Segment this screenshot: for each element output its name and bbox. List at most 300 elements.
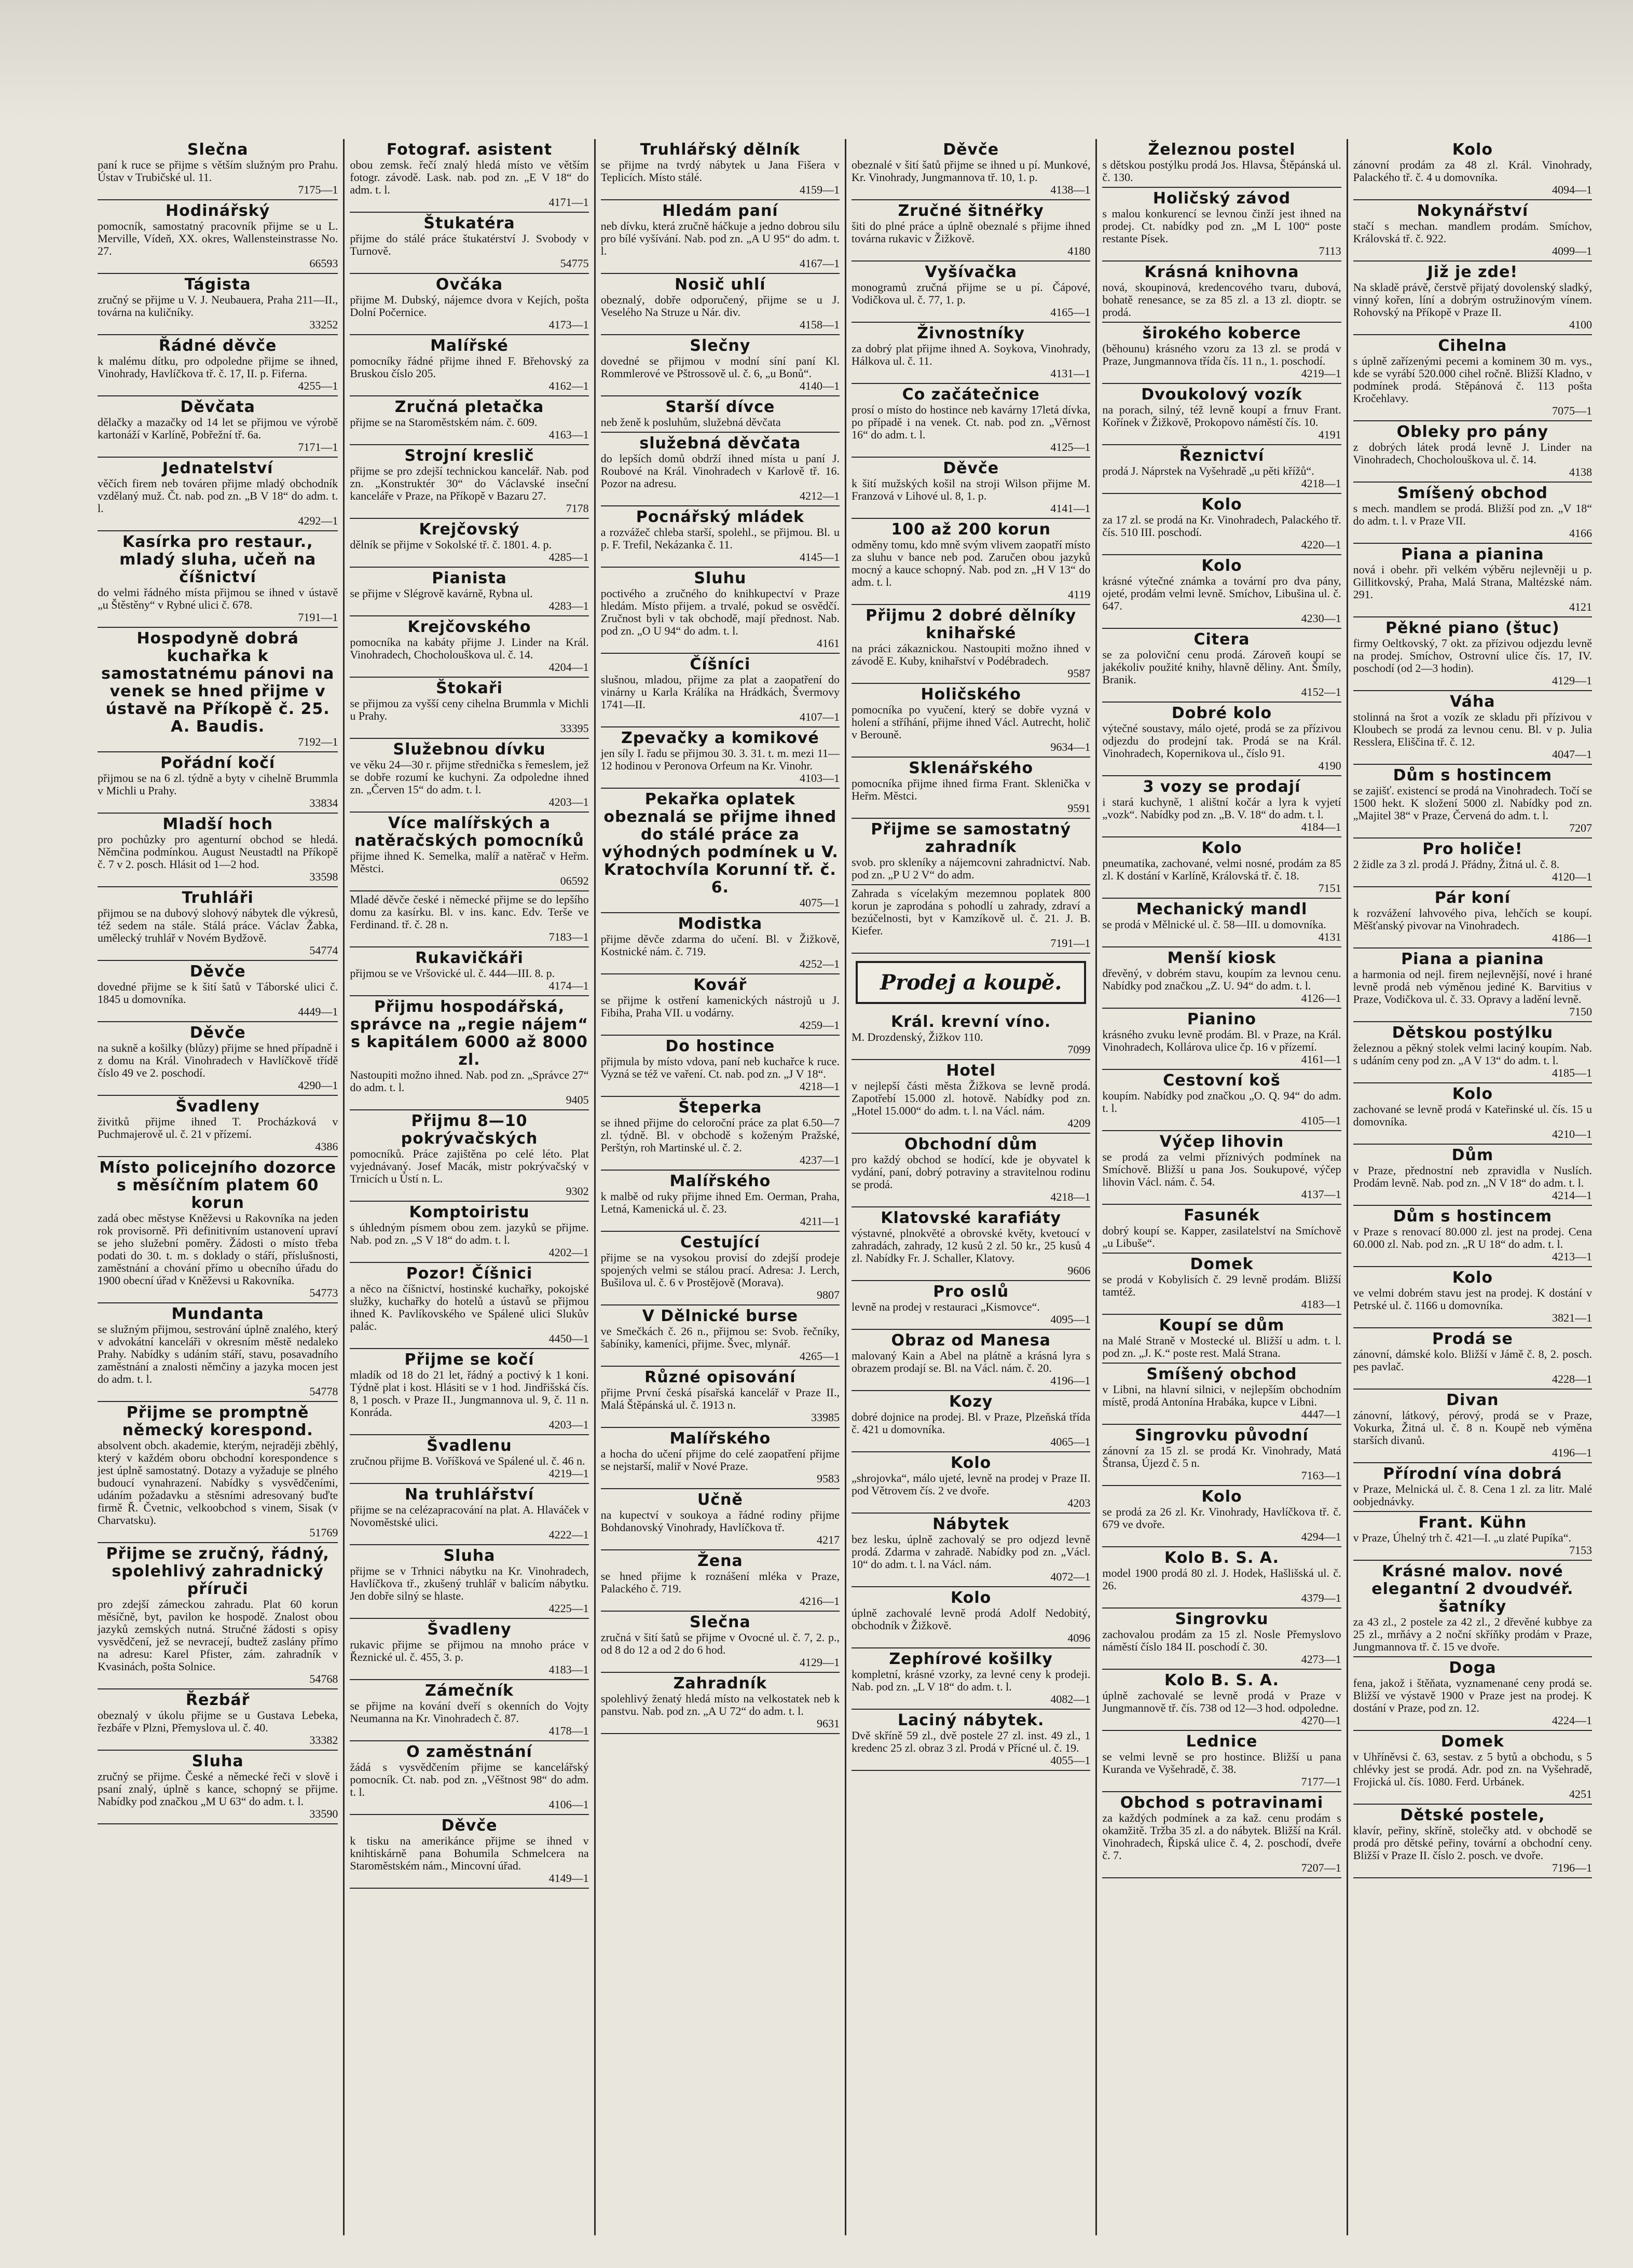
classified-ad <box>1102 139 1341 188</box>
ad-title: Mundanta <box>171 1305 264 1323</box>
classified-ad <box>601 654 840 727</box>
ad-body: v Praze, Úhelný trh č. 421—I. „u zlaté Pupíka“. <box>1353 1531 1571 1544</box>
classified-ad <box>1353 1731 1592 1805</box>
ad-reference-number: 4171—1 <box>548 196 589 209</box>
ad-title: Kozy <box>949 1393 993 1411</box>
classified-ad <box>601 568 840 654</box>
ad-title: Hodinářský <box>166 202 270 220</box>
ad-title: Zephírové košilky <box>889 1650 1053 1668</box>
classified-ad <box>852 1207 1090 1281</box>
classified-ad <box>350 1619 588 1680</box>
ad-body: neb dívku, která zručně háčkuje a jedno dobrou silu pro bílé vyšívání. Nab. pod zn. „A U 95“ do adm. t. l. <box>600 219 840 257</box>
ad-body: zručnou přijme B. Voříšková ve Spálené ul. č. 46 n. <box>350 1454 585 1467</box>
classified-ad <box>601 1036 840 1097</box>
ad-body: zánovní, dámské kolo. Bližší v Jámě č. 8, 2. posch. pes pavlač. <box>1353 1348 1592 1373</box>
classified-ad <box>350 274 588 335</box>
ad-body: na práci zákaznickou. Nastoupiti možno ihned v závodě E. Kuby, knihařství v Podébradech. <box>852 642 1091 667</box>
classified-ad <box>601 1232 840 1305</box>
ad-reference-number: 4149—1 <box>548 1872 589 1885</box>
ad-reference-number: 4096 <box>1067 1631 1091 1644</box>
ad-reference-number: 4203—1 <box>548 1418 589 1431</box>
ad-title: Holičského <box>921 685 1021 704</box>
ad-body: s malou konkurencí se levnou činží jest ihned na prodej. Ct. nabídky pod zn. „M L 100“ poste restante Písek. <box>1102 207 1341 245</box>
ad-reference-number: 7175—1 <box>298 183 338 196</box>
ad-title: Na truhlářství <box>404 1486 534 1504</box>
ad-body: stolinná na šrot a vozík ze skladu při přízivou v Kloubech se prodá za levnou cenu. Bl. v p. Julia Resslera, Eliščina tř. č. 12. <box>1353 710 1592 748</box>
classified-ad <box>601 274 840 335</box>
ad-title: Ovčáka <box>435 276 503 294</box>
ad-reference-number: 4386 <box>315 1140 338 1153</box>
ad-reference-number: 4126—1 <box>1301 992 1341 1005</box>
classified-ad <box>852 1281 1090 1330</box>
ad-reference-number: 7183—1 <box>548 930 589 943</box>
ad-body: se ihned přijme do celoroční práce za plat 6.50—7 zl. týdně. Bl. v obchodě s koženým Pražské, Perštýn, roh Martinské ul. č. 2. <box>600 1116 840 1154</box>
ad-body: přijmou se na 6 zl. týdně a byty v cihelně Brummla v Michli u Prahy. <box>98 772 338 797</box>
ad-body: s dětskou postýlku prodá Jos. Hlavsa, Štěpánská ul. č. 130. <box>1102 158 1341 184</box>
ad-title: Sluha <box>191 1752 244 1770</box>
classified-ad <box>852 1710 1090 1771</box>
ad-body: fena, jakož i štěňata, vyznamenané ceny prodá se. Bližší ve výstavě 1900 v Praze jest na prodej. K dostání v Praze, pod zn. 12. <box>1353 1676 1592 1714</box>
ad-reference-number: 4094—1 <box>1552 183 1592 196</box>
ad-body: šiti do plné práce a úplně obeznalé s přijme ihned továrna rukavic v Žižkově. <box>852 219 1091 245</box>
ad-title: Zpevačky a komikové <box>621 729 819 747</box>
classified-ad <box>98 200 338 274</box>
classified-ad <box>98 458 338 531</box>
ad-body: M. Drozdenský, Žižkov 110. <box>852 1030 983 1043</box>
ad-reference-number: 4131—1 <box>1050 367 1091 380</box>
ad-reference-number: 4174—1 <box>548 979 589 992</box>
ad-title: Služebnou dívku <box>393 740 546 759</box>
classified-ad <box>1353 1512 1592 1561</box>
ad-title: Slečna <box>690 1613 751 1631</box>
classified-ad <box>1102 494 1341 555</box>
ad-body: i stará kuchyně, 1 alištní kočár a lyra k vyjetí „vozk“. Nabídky pod zn. „B. V. 18“ do adm. t. l. <box>1102 795 1341 821</box>
ad-reference-number: 4230—1 <box>1301 612 1341 625</box>
classified-ad <box>1102 1009 1341 1070</box>
ad-body: na sukně a košilky (blůzy) přijme se hned případně i z domu na Král. Vinohradech v Havlíčkově třídě číslo 49 ve 2. poschodí. <box>98 1041 338 1079</box>
ad-reference-number: 4158—1 <box>800 318 840 331</box>
ad-title: Dům <box>1451 1146 1494 1164</box>
classified-ad <box>1353 421 1592 483</box>
ad-body: přijme První česká písařská kancelář v Praze II., Malá Štěpánská ul. č. 1913 n. <box>600 1386 840 1411</box>
ad-title: O zaměstnání <box>406 1743 532 1761</box>
classified-ad <box>1353 139 1592 200</box>
ad-title: Singrovku původní <box>1135 1426 1309 1445</box>
ad-body: na Malé Straně v Mostecké ul. Bližší u adm. t. l. pod zn. „J. K.“ poste rest. Malá Strana. <box>1102 1334 1341 1359</box>
ad-title: Nokynářství <box>1417 202 1529 220</box>
ad-title: Hospodyně dobrá kuchařka k samostatnému pánovi na venek se hned přijme v ústavě na Příkopě č. 25. A. Baudis. <box>101 629 335 736</box>
ad-reference-number: 4165—1 <box>1050 306 1091 319</box>
ad-reference-number: 4065—1 <box>1050 1435 1091 1448</box>
ad-reference-number: 4203—1 <box>548 795 589 808</box>
classified-ad <box>852 519 1090 605</box>
classified-ad <box>98 887 338 961</box>
ad-body: dovedné se přijmou v modní síní paní Kl. Rommlerové ve Pštrossově ul. č. 6, „u Bonů“. <box>600 354 840 380</box>
ad-title: Kovář <box>693 976 747 994</box>
ad-title: Slečny <box>690 337 751 355</box>
ad-title: Rukavičkáři <box>415 949 524 967</box>
ad-title: Šteperka <box>678 1098 762 1117</box>
classified-ad <box>1102 837 1341 899</box>
classified-ad <box>601 789 840 913</box>
classified-ad <box>350 396 588 445</box>
classified-ad <box>1102 1425 1341 1486</box>
ad-reference-number: 9631 <box>817 1717 840 1730</box>
ad-body: se zajišť. existencí se prodá na Vinohradech. Točí se 1500 hekt. K složení 5000 zl. Nabídky pod zn. „Majitel 38“ v Praze, Červená do adm. t. l. <box>1353 784 1592 822</box>
classified-ad <box>350 1110 588 1202</box>
ad-reference-number: 4119 <box>1068 588 1091 601</box>
classified-ad <box>1353 1390 1592 1463</box>
ad-title: Singrovku <box>1175 1610 1269 1628</box>
classified-ad <box>852 819 1090 885</box>
classified-ad <box>350 519 588 568</box>
ad-body: pomocníky řádné přijme ihned F. Břehovský za Bruskou číslo 205. <box>350 354 589 380</box>
classified-ad <box>98 628 338 752</box>
classified-ad <box>1353 1206 1592 1267</box>
ad-body: stačí s mechan. mandlem prodám. Smíchov, Královská tř. č. 922. <box>1353 219 1592 245</box>
classified-ad <box>1353 1805 1592 1878</box>
ad-reference-number: 4161 <box>817 637 840 650</box>
classified-ad <box>98 274 338 335</box>
ad-body: obeznalé v šití šatů přijme se ihned u pí. Munkové, Kr. Vinohrady, Jungmannova tř. 10, 1. p. <box>852 158 1091 184</box>
ad-reference-number: 33598 <box>309 870 338 883</box>
ad-body: v Libni, na hlavní silnici, v nejlepším obchodním místě, prodá Antonína Hrabáka, kupce v Libni. <box>1102 1383 1341 1408</box>
ad-reference-number: 4210—1 <box>1552 1128 1592 1140</box>
ad-body: obeznalý, dobře odporučený, přijme se u J. Veselého Na Struze u Nár. div. <box>600 293 840 319</box>
ad-title: Dětské postele, <box>1400 1806 1545 1824</box>
classified-ad <box>1353 617 1592 691</box>
classified-ad <box>1353 200 1592 262</box>
ad-reference-number: 4191 <box>1318 428 1341 441</box>
ad-reference-number: 4137—1 <box>1301 1188 1341 1201</box>
ad-reference-number: 33252 <box>309 318 338 331</box>
ad-body: přijme ihned K. Semelka, malíř a natěrač v Heřm. Městci. <box>350 849 589 875</box>
ad-reference-number: 9807 <box>817 1288 840 1301</box>
ad-reference-number: 4379—1 <box>1301 1591 1341 1604</box>
ad-reference-number: 33395 <box>560 722 589 735</box>
classified-ad <box>350 1349 588 1435</box>
ad-reference-number: 4185—1 <box>1552 1066 1592 1079</box>
ad-title: Malířského <box>669 1429 771 1448</box>
classified-ad <box>1102 384 1341 445</box>
classified-ad <box>98 1096 338 1157</box>
classified-ad <box>852 1391 1090 1452</box>
ad-body: přijme se na vysokou provisí do zdejší prodeje spojených velmi se stálou prací. Adresa: J. Lerch, Bušilova ul. č. 6 v Prostějově (Morava). <box>600 1251 840 1289</box>
classified-ad <box>1102 1547 1341 1609</box>
classified-ad <box>1102 1792 1341 1878</box>
ad-body: se přijmou za vyšší ceny cihelna Brummla v Michli u Prahy. <box>350 697 589 722</box>
ad-body: pomocníka přijme ihned firma Frant. Sklenička v Heřm. Městci. <box>852 777 1091 802</box>
ad-reference-number: 4294—1 <box>1301 1530 1341 1543</box>
ad-body: přijme do stálé práce štukatérství J. Svobody v Turnově. <box>350 232 589 257</box>
ad-reference-number: 4204—1 <box>548 661 589 673</box>
ad-title: Pianista <box>432 569 507 587</box>
ad-title: Nosič uhlí <box>675 276 766 294</box>
ad-body: zručný se přijme. České a německé řeči v slově i psaní znalý, úplně s kance, schopný se přijme. Nabídky pod značkou „M U 63“ do adm. t. l. <box>98 1770 338 1808</box>
classified-ad <box>1353 691 1592 765</box>
ad-body: svob. pro skleníky a nájemcovni zahradnictví. Nab. pod zn. „P U 2 V“ do adm. <box>852 856 1091 881</box>
ad-body: 2 židle za 3 zl. prodá J. Přádny, Žitná ul. č. 8. <box>1353 858 1560 871</box>
classified-ad <box>1102 1205 1341 1254</box>
ad-reference-number: 4125—1 <box>1050 441 1091 453</box>
ad-reference-number: 4449—1 <box>298 1005 338 1018</box>
ad-reference-number: 4218—1 <box>800 1080 840 1093</box>
classified-ad <box>1353 1657 1592 1731</box>
ad-body: se přijme na tvrdý nábytek u Jana Fišera v Teplicích. Místo stálé. <box>600 158 840 184</box>
classified-ad <box>350 739 588 813</box>
ad-reference-number: 4141—1 <box>1050 502 1091 515</box>
ad-title: Pár koní <box>1434 889 1511 907</box>
classified-ad <box>98 1751 338 1824</box>
ad-body: prodá J. Náprstek na Vyšehradě „u pěti křížů“. <box>1102 464 1314 477</box>
classified-ad <box>1102 1609 1341 1670</box>
ad-reference-number: 4129—1 <box>1552 674 1592 687</box>
ad-body: s úplně zařízenými pecemi a kominem 30 m. vys., kde se vyrábí 520.000 cihel ročně. Bližší Kladno, v podmínek prodá. Stěpánová č. 113 pošta Kročehlavy. <box>1353 354 1592 405</box>
ad-reference-number: 4209 <box>1067 1117 1091 1130</box>
classified-ad <box>1102 1364 1341 1425</box>
ad-title: Smíšený obchod <box>1397 484 1548 502</box>
ad-title: 100 až 200 korun <box>891 520 1051 539</box>
classified-ad <box>1102 555 1341 629</box>
ad-title: Kolo <box>951 1589 992 1607</box>
classified-ad <box>98 752 338 814</box>
ad-reference-number: 4173—1 <box>548 318 589 331</box>
section-banner: Prodej a koupě. <box>856 961 1086 1004</box>
ad-body: dobrý koupí se. Kapper, zasilatelství na Smíchově „u Libuše“. <box>1102 1224 1341 1249</box>
classified-ad <box>350 1815 588 1889</box>
ad-title: Kolo <box>1201 1488 1242 1506</box>
ad-title: Sklenářského <box>909 759 1034 777</box>
classified-ad <box>1353 839 1592 887</box>
ad-body: z dobrých látek prodá levně J. Linder na Vinohradech, Chocholouškova ul. č. 14. <box>1353 441 1592 466</box>
ad-reference-number: 4183—1 <box>1301 1298 1341 1311</box>
classified-ad <box>98 814 338 887</box>
ad-title: Klatovské karafiáty <box>881 1209 1062 1227</box>
classified-ad <box>601 1550 840 1612</box>
ad-body: Mladé děvče české i německé přijme se do lepšího domu za kasírku. Bl. v ins. kanc. Edv. Terše ve Ferdinand. tř. č. 28 n. <box>350 893 589 931</box>
ad-title: Laciný nábytek. <box>897 1711 1045 1729</box>
classified-ad <box>1102 1131 1341 1205</box>
ad-reference-number: 4218—1 <box>1050 1190 1091 1203</box>
ad-title: Lednice <box>1186 1733 1258 1751</box>
ad-title: Kasírka pro restaur., mladý sluha, učeň na číšnictví <box>119 533 317 586</box>
ad-body: se velmi levně se pro hostince. Bližší u pana Kuranda ve Vyšehradě, č. 38. <box>1102 1750 1341 1776</box>
classified-ad <box>601 200 840 274</box>
ad-reference-number: 7153 <box>1569 1544 1592 1557</box>
ad-body: za 17 zl. se prodá na Kr. Vinohradech, Palackého tř. čís. 510 III. poschodí. <box>1102 513 1341 539</box>
classified-ad <box>350 678 588 739</box>
ad-body: železnou a pěkný stolek velmi laciný koupím. Nab. s udáním ceny pod zn. „A V 13“ do adm. t. l. <box>1353 1041 1592 1067</box>
ad-reference-number: 4120—1 <box>1552 870 1592 883</box>
ad-title: Pro oslů <box>933 1283 1009 1301</box>
ad-title: Žena <box>697 1552 743 1570</box>
ad-reference-number: 4202—1 <box>548 1246 589 1259</box>
ad-body: zručný se přijme u V. J. Neubauera, Praha 211—II., továrna na kuličníky. <box>98 293 338 319</box>
ad-reference-number: 4162—1 <box>548 379 589 392</box>
classified-ad <box>1102 899 1341 947</box>
ad-title: Truhlářský dělník <box>640 141 801 159</box>
ad-reference-number: 4292—1 <box>298 514 338 527</box>
ad-title: Zručná pletačka <box>394 398 544 416</box>
ad-title: Cestující <box>680 1233 760 1252</box>
ad-reference-number: 4095—1 <box>1050 1313 1091 1326</box>
ad-body: přijme M. Dubský, nájemce dvora v Kejích, pošta Dolní Počernice. <box>350 293 589 319</box>
ad-body: za 43 zl., 2 postele za 42 zl., 2 dřevěné kubbye za 25 zl., mrňávy a 2 noční skříňky prodám v Praze, Jungmannova tř. č. 15 ve dvoře. <box>1353 1615 1592 1653</box>
ad-title: Učně <box>697 1491 743 1509</box>
ad-body: se služným přijmou, sestrování úplně znalého, který v advokátní kanceláři v okresním městě nedaleko Prahy. Nabídky s udáním stáří, stavu, posavadního zaměstnání a znalosti němčiny a jazyka mocen jest do adm. t. l. <box>98 1323 338 1385</box>
ad-title: Cihelna <box>1438 337 1507 355</box>
classified-ad <box>1353 1083 1592 1145</box>
classified-ad <box>1353 483 1592 544</box>
ad-reference-number: 4196—1 <box>1552 1446 1592 1459</box>
ad-body: Zahrada s vícelakým mezemnou poplatek 800 korun je zaprodána s pohodlí u zahrady, zdraví a bezúčelnosti, byt v Kamzíkově ul. č. 21. J. B. Kiefer. <box>852 887 1091 937</box>
classified-columns <box>92 139 1597 2235</box>
ad-reference-number: 4166 <box>1569 527 1592 540</box>
ad-reference-number: 4183—1 <box>548 1663 589 1676</box>
ad-body: levně na prodej v restauraci „Kismovce“. <box>852 1300 1040 1313</box>
ad-body: se přijme v Slégrově kavárně, Rybna ul. <box>350 587 533 600</box>
classified-ad <box>601 433 840 506</box>
ad-reference-number: 4075—1 <box>800 896 840 909</box>
ad-body: „shrojovka“, málo ujeté, levně na prodej v Praze II. pod Větrovem čís. 2 ve dvoře. <box>852 1472 1091 1497</box>
ad-reference-number: 4283—1 <box>548 599 589 612</box>
ad-reference-number: 4212—1 <box>800 489 840 502</box>
ad-reference-number: 4213—1 <box>1552 1250 1592 1263</box>
classified-ad <box>852 1587 1090 1648</box>
ad-title: Děvče <box>943 459 999 477</box>
classified-ad <box>98 531 338 628</box>
ad-body: přijme se na celézapracování na plat. A. Hlaváček v Novoměstské ulici. <box>350 1503 589 1529</box>
ad-body: přijme se na Staroměstském nám. č. 609. <box>350 416 538 429</box>
ad-body: žádá s vysvědčením přijme se kancelářský pomocník. Ct. nab. pod zn. „Věštnost 98“ do adm. t. l. <box>350 1761 589 1798</box>
classified-ad <box>98 1157 338 1303</box>
ad-body: Na skladě právě, čerstvě přijatý dovolenský sladký, vinný kořen, líní a dobrým ostružinovým vínem. Rohovský na Příkopě v Praze II. <box>1353 281 1592 319</box>
ad-reference-number: 4211—1 <box>800 1215 840 1228</box>
ad-reference-number: 4259—1 <box>800 1019 840 1032</box>
ad-title: Strojní kreslič <box>404 447 534 465</box>
classified-ad <box>98 961 338 1022</box>
ad-body: nová, skoupinová, kredencového tvaru, dubová, bohatě renesance, se za 85 zl. a 13 zl. dioptr. se prodá. <box>1102 281 1341 319</box>
classified-ad <box>98 1689 338 1751</box>
ad-reference-number: 4217 <box>817 1533 840 1546</box>
ad-title: Prodá se <box>1432 1330 1513 1348</box>
ad-body: věčích firem neb továren přijme mladý obchodník vzdělaný muž. Čt. nab. pod zn. „B V 18“ do adm. t. l. <box>98 477 338 515</box>
ad-reference-number: 7151 <box>1318 882 1341 895</box>
ad-body: úplně zachovalé levně prodá Adolf Nedobitý, obchodník v Žižkově. <box>852 1606 1091 1632</box>
ad-reference-number: 4184—1 <box>1301 820 1341 833</box>
ad-title: Co začátečnice <box>902 386 1040 404</box>
ad-reference-number: 9606 <box>1067 1264 1091 1277</box>
ad-title: Obleky pro pány <box>1396 423 1549 441</box>
ad-title: Pořádní kočí <box>160 754 276 772</box>
ad-reference-number: 7177—1 <box>1301 1775 1341 1788</box>
ad-body: v Praze, Melnická ul. č. 8. Cena 1 zl. za litr. Malé oobjednávky. <box>1353 1482 1592 1508</box>
ad-body: zánovní prodám za 48 zl. Král. Vinohrady, Palackého tř. č. 4 u domovníka. <box>1353 158 1592 184</box>
ad-title: Děvčata <box>180 398 255 416</box>
ad-title: Komptoiristu <box>409 1203 530 1221</box>
ad-body: Nastoupiti možno ihned. Nab. pod zn. „Správce 27“ do adm. t. l. <box>350 1068 589 1094</box>
classified-ad <box>1102 445 1341 494</box>
ad-body: pro zdejší zámeckou zahradu. Plat 60 korun měsíčně, byt, pavilon ke hospodě. Znalost obou jazyků zemských nutná. Stručné žádosti s opisy vysvědčení, jež se nevracejí, budtež zaslány přímo na adresu: Karel Pfister, zám. zahradník v Kvasinách, pošta Solnice. <box>98 1598 338 1673</box>
ad-title: Kolo B. S. A. <box>1164 1549 1279 1567</box>
classified-ad <box>601 974 840 1036</box>
ad-reference-number: 7191—1 <box>1050 937 1091 950</box>
ad-body: za každých podmínek a za kaž. cenu prodám s okamžitě. Tržba 35 zl. a do nábytek. Bližší na Král. Vinohradech, Řipská ulice č. 4, 2. poschodí, dveře č. 7. <box>1102 1811 1341 1862</box>
classified-ad <box>1102 188 1341 262</box>
ad-title: Sluhu <box>694 569 747 587</box>
ad-body: a rozvážeč chleba starší, spolehl., se přijmou. Bl. u p. F. Trefil, Nekázanka č. 11. <box>600 526 840 551</box>
ad-body: k malému dítku, pro odpoledne přijme se ihned, Vinohrady, Havlíčkova tř. č. 17, II. p. Fiferna. <box>98 354 338 380</box>
ad-body: krásného zvuku levně prodám. Bl. v Praze, na Král. Vinohradech, Kollárova ulice čp. 16 v přízemí. <box>1102 1028 1341 1053</box>
ad-reference-number: 4131 <box>1318 930 1341 943</box>
ad-title: Zámečník <box>425 1682 514 1700</box>
ad-body: odměny tomu, kdo mně svým vlivem zaopatří místo za sluhu v bance neb pod. Zaručen obou jazyků mocný a kauce schopný. Nab. pod zn. „H V 13“ do adm. t. l. <box>852 538 1091 588</box>
ad-reference-number: 4145—1 <box>800 551 840 563</box>
classified-ad <box>601 1171 840 1232</box>
ad-reference-number: 4100 <box>1569 318 1592 331</box>
ad-title: Starší dívce <box>665 398 775 416</box>
ad-reference-number: 4099—1 <box>1552 244 1592 257</box>
ad-reference-number: 7075—1 <box>1552 404 1592 417</box>
classified-ad <box>601 1489 840 1550</box>
ad-reference-number: 4252—1 <box>800 957 840 970</box>
classified-ad <box>1353 765 1592 839</box>
ad-body: monogramů zručná přijme se u pí. Čápové, Vodičkova ul. č. 77, 1. p. <box>852 281 1091 306</box>
ad-title: Krásná knihovna <box>1144 263 1299 281</box>
ad-body: neb ženě k posluhům, služebná děvčata <box>600 416 781 429</box>
ad-body: bez lesku, úplně zachovalý se pro odjezd levně prodá. Zdarma v zahradě. Nabídky pod zn. „Václ. 10“ do adm. t. l. na Václ. nám. <box>852 1533 1091 1571</box>
ad-title: Pocnářský mládek <box>636 508 804 526</box>
ad-body: spolehlivý ženatý hledá místo na velkostatek neb k panstvu. Nab. pod zn. „A U 72“ do adm. t. l. <box>600 1692 840 1717</box>
ad-reference-number: 4225—1 <box>548 1602 589 1615</box>
ad-body: pro pochůzky pro agenturní obchod se hledá. Němčina podmínkou. August Neustadtl na Příkopě č. 7 v 2. posch. Hlásit od 1—2 hod. <box>98 833 338 871</box>
ad-title: Již je zde! <box>1427 263 1518 281</box>
ad-title: Kolo <box>1452 1269 1493 1287</box>
ad-body: k malbě od ruky přijme ihned Em. Oerman, Praha, Letná, Kamenická ul. č. 23. <box>600 1190 840 1215</box>
ad-body: krásné výtečné známka a tovární pro dva pány, ojeté, prodám velmi levně. Smíchov, Libušina ul. č. 647. <box>1102 574 1341 612</box>
ad-title: Zahradník <box>673 1674 767 1693</box>
ad-body: k tisku na amerikánce přijme se ihned v knihtiskárně pana Bohumila Schmelcera na Staroměstském nám., Mincovní úřad. <box>350 1834 589 1872</box>
classified-ad <box>350 891 588 947</box>
classified-ad <box>1353 949 1592 1022</box>
ad-reference-number: 4265—1 <box>800 1350 840 1363</box>
ad-reference-number: 4220—1 <box>1301 538 1341 551</box>
ad-reference-number: 54778 <box>309 1385 338 1398</box>
classified-ad <box>1102 1315 1341 1364</box>
classified-ad <box>1353 1145 1592 1206</box>
ad-body: pro každý obchod se hodící, kde je obyvatel k vydání, paní, dobrý potraviny a stravitelnou rodinu se prodá. <box>852 1153 1091 1191</box>
ad-body: zachovalou prodám za 15 zl. Nosle Přemyslovo náměstí číslo 184 II. poschodí č. 30. <box>1102 1628 1341 1653</box>
ad-reference-number: 54773 <box>309 1286 338 1299</box>
ad-body: a harmonia od nejl. firem nejlevnější, nové i hrané levně prodá neb výměnou jediné K. Barvitius v Praze, Vodičkova ul. č. 33. Opravy a ladění levně. <box>1353 968 1592 1006</box>
ad-title: Tágista <box>184 276 251 294</box>
ad-reference-number: 3821—1 <box>1552 1311 1592 1324</box>
ad-body: a něco na číšnictví, hostinské kuchařky, pokojské služky, kuchařky do hotelů a ústavů se přijmou ihned K. Pavlíkovského ve Spálené ulici Slukův palác. <box>350 1282 589 1332</box>
classified-ad <box>852 1452 1090 1514</box>
ad-reference-number: 4216—1 <box>800 1595 840 1607</box>
ad-reference-number: 4224—1 <box>1552 1714 1592 1727</box>
classified-ad <box>98 139 338 200</box>
ad-reference-number: 33590 <box>309 1807 338 1820</box>
ad-body: obou zemsk. řečí znalý hledá místo ve větším fotogr. závodě. Lask. nab. pod zn. „E V 18“ do adm. t. l. <box>350 158 589 196</box>
ad-title: Modistka <box>678 915 763 933</box>
column-1 <box>92 139 343 2235</box>
ad-title: Švadleny <box>175 1097 260 1116</box>
ad-title: Děvče <box>189 963 246 981</box>
ad-reference-number: 33834 <box>309 796 338 809</box>
classified-ad <box>350 1435 588 1484</box>
ad-title: Děvče <box>189 1024 246 1042</box>
